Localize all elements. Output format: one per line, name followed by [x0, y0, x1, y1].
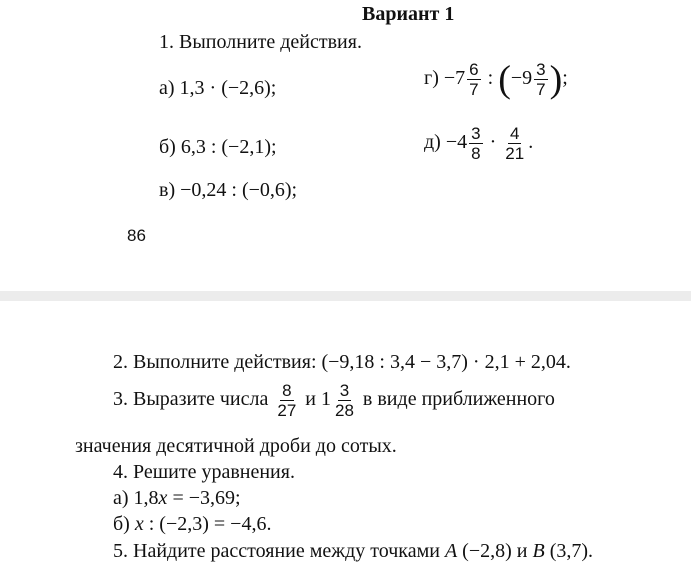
task1-heading: 1. Выполните действия. — [159, 31, 362, 53]
variant-title: Вариант 1 — [362, 3, 455, 25]
task1-item-v: в) −0,24 : (−0,6); — [159, 179, 298, 201]
g-suffix: ; — [562, 67, 568, 90]
task5-point-b: B — [532, 540, 545, 562]
g-frac2-num: 3 — [536, 60, 546, 79]
g-inner-whole: −9 — [510, 67, 533, 90]
task4-b-prefix: б) — [113, 513, 135, 535]
task3-fraction-1 — [275, 381, 298, 420]
page-number: 86 — [127, 226, 146, 245]
task5-point-a: A — [444, 540, 458, 562]
d-prefix: д) −4 — [424, 131, 468, 154]
page-separator — [0, 291, 691, 301]
task2: 2. Выполните действия: (−9,18 : 3,4 − 3,7) · 2,1 + 2,04. — [113, 351, 571, 373]
task5-coords-b: (3,7). — [544, 540, 594, 562]
task3-fraction-2 — [333, 381, 356, 420]
d-frac1-num: 3 — [471, 124, 481, 143]
g-frac2-den: 7 — [536, 80, 546, 99]
task3-frac2-den: 28 — [335, 401, 354, 420]
task1-item-a: а) 1,3 · (−2,6); — [159, 77, 277, 99]
g-fraction-1 — [467, 60, 480, 99]
g-colon: : — [487, 67, 494, 90]
task3-line1 — [113, 381, 555, 420]
task5 — [113, 539, 593, 563]
task4-b-suffix: : (−2,3) = −4,6. — [143, 513, 272, 535]
task3-prefix: 3. Выразите числа — [113, 388, 269, 411]
task5-prefix: 5. Найдите расстояние между точками — [113, 540, 445, 562]
task4-a-suffix: = −3,69; — [167, 487, 241, 509]
task3-frac2-num: 3 — [339, 381, 350, 400]
task4-item-b — [113, 512, 271, 536]
d-frac1-den: 8 — [471, 144, 481, 163]
task4-heading: 4. Решите уравнения. — [113, 461, 295, 483]
d-frac2-den: 21 — [505, 144, 525, 163]
task3-and: и 1 — [305, 388, 331, 411]
g-paren-close: ) — [549, 58, 563, 101]
task4-a-prefix: а) 1,8 — [113, 487, 159, 509]
g-fraction-2 — [534, 60, 547, 99]
d-fraction-2 — [503, 124, 526, 163]
task3-suffix: в виде приближенного — [362, 388, 555, 411]
d-suffix: . — [528, 131, 534, 154]
task4-b-var: x — [134, 513, 144, 535]
task4-item-a — [113, 486, 241, 510]
task3-line2: значения десятичной дроби до сотых. — [75, 435, 397, 457]
g-frac1-den: 7 — [469, 80, 479, 99]
d-fraction-1 — [469, 124, 482, 163]
task3-frac1-den: 27 — [277, 401, 297, 420]
d-dot: · — [489, 131, 497, 154]
task3-frac1-num: 8 — [282, 381, 292, 400]
task5-coords-a: (−2,8) и — [457, 540, 533, 562]
task1-item-b: б) 6,3 : (−2,1); — [159, 136, 277, 158]
task1-item-d — [424, 124, 533, 163]
g-frac1-num: 6 — [469, 60, 479, 79]
g-prefix: г) −7 — [424, 67, 466, 90]
g-paren-open: ( — [498, 58, 511, 101]
task1-item-g — [424, 60, 568, 99]
d-frac2-num: 4 — [509, 124, 520, 143]
task4-a-var: x — [158, 487, 168, 509]
